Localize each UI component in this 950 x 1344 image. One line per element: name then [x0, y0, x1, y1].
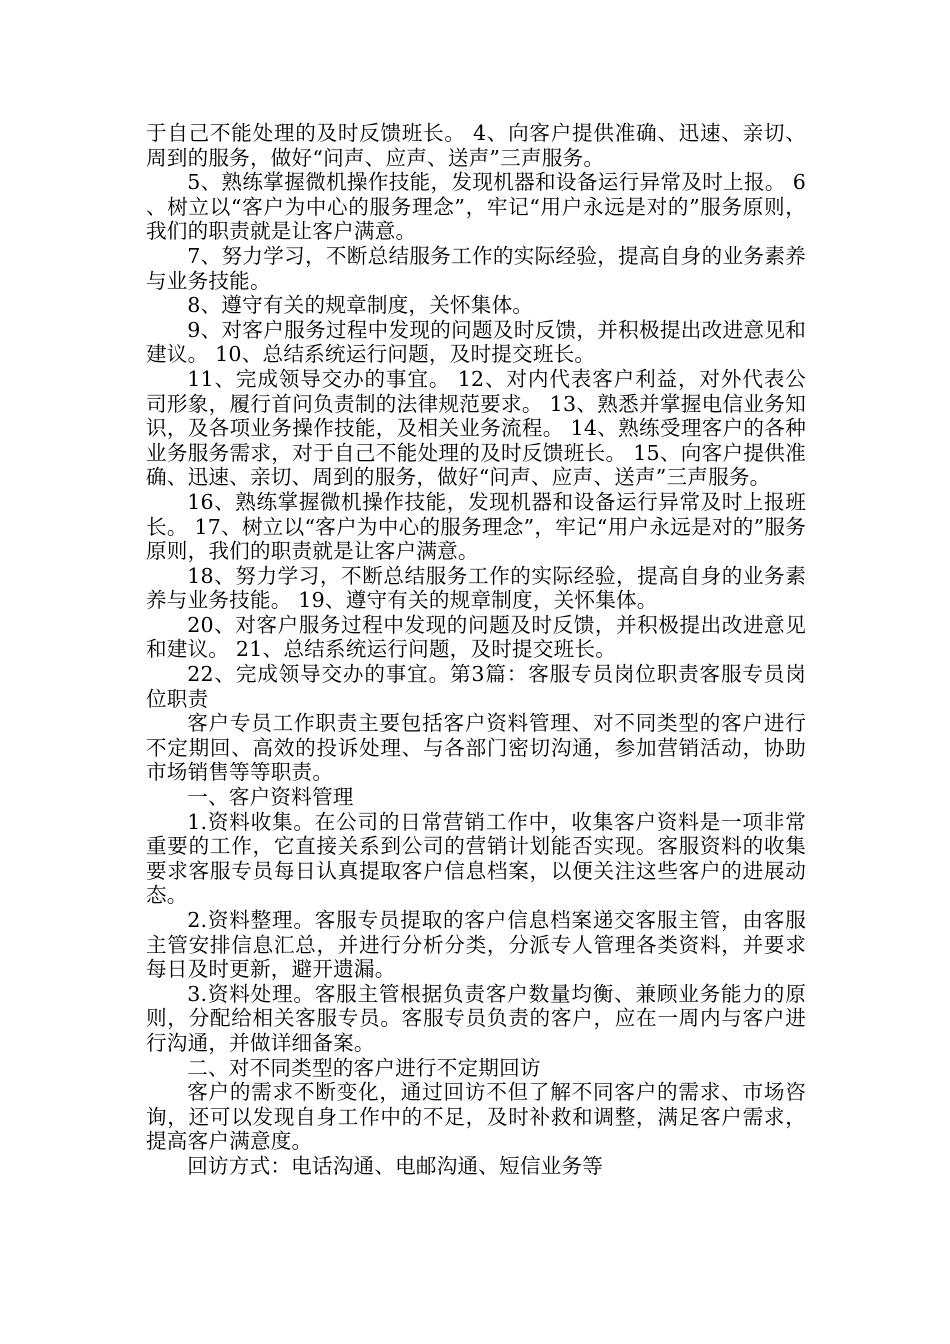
paragraph-7: 16、熟练掌握微机操作技能，发现机器和设备运行异常及时上报班长。 17、树立以“客户为中心的服务理念”，牢记“用户永远是对的”服务原则，我们的职责就是让客户满意。: [146, 489, 806, 564]
paragraph-14: 2.资料整理。客服专员提取的客户信息档案递交客服主管，由客服主管安排信息汇总，并进行分析分类，分派专人管理各类资料，并要求每日及时更新，避开遗漏。: [146, 908, 806, 982]
paragraph-4: 8、遵守有关的规章制度，关怀集体。: [187, 293, 534, 318]
paragraph-15: 3.资料处理。客服主管根据负责客户数量均衡、兼顾业务能力的原则，分配给相关客服专员。客服专员负责的客户，应在一周内与客户进行沟通，并做详细备案。: [146, 981, 806, 1055]
section-heading-2: 二、对不同类型的客户进行不定期回访: [187, 1055, 541, 1080]
section-heading-1: 一、客户资料管理: [187, 785, 354, 810]
document-page: [146, 121, 806, 1179]
paragraph-17: 客户的需求不断变化，通过回访不但了解不同客户的需求、市场咨询，还可以发现自身工作中的不足，及时补救和调整，满足客户需求，提高客户满意度。: [146, 1080, 806, 1154]
paragraph-9: 20、对客户服务过程中发现的问题及时反馈，并积极提出改进意见和建议。 21、总结系统运行问题，及时提交班长。: [146, 612, 806, 662]
paragraph-10: 22、完成领导交办的事宜。第3篇：客服专员岗位职责客服专员岗位职责: [146, 662, 806, 711]
paragraph-3: 7、努力学习，不断总结服务工作的实际经验，提高自身的业务素养与业务技能。: [146, 243, 806, 293]
paragraph-11: 客户专员工作职责主要包括客户资料管理、对不同类型的客户进行不定期回、高效的投诉处理、与各部门密切沟通，参加营销活动，协助市场销售等等职责。: [146, 711, 806, 785]
paragraph-8: 18、努力学习，不断总结服务工作的实际经验，提高自身的业务素养与业务技能。 19、遵守有关的规章制度，关怀集体。: [146, 563, 806, 613]
paragraph-18: 回访方式：电话沟通、电邮沟通、短信业务等: [187, 1153, 604, 1178]
paragraph-2: 5、熟练掌握微机操作技能，发现机器和设备运行异常及时上报。 6、树立以“客户为中心的服务理念”，牢记“用户永远是对的”服务原则，我们的职责就是让客户满意。: [146, 170, 806, 244]
paragraph-6: 11、完成领导交办的事宜。 12、对内代表客户利益，对外代表公司形象，履行首问负责制的法律规范要求。 13、熟悉并掌握电信业务知识，及各项业务操作技能，及相关业务流程。 14、熟练受理客户的各种业务服务需求，对于自己不能处理的及时反馈班长。 15、向客户提供准确、迅速、亲切、周到的服务，做好“问声、应声、送声”三声服务。: [146, 366, 806, 490]
paragraph-13: 1.资料收集。在公司的日常营销工作中，收集客户资料是一项非常重要的工作，它直接关系到公司的营销计划能否实现。客服资料的收集要求客服专员每日认真提取客户信息档案，以便关注这些客户的进展动态。: [146, 809, 806, 908]
paragraph-1: 于自己不能处理的及时反馈班长。 4、向客户提供准确、迅速、亲切、周到的服务，做好“问声、应声、送声”三声服务。: [146, 121, 806, 170]
paragraph-5: 9、对客户服务过程中发现的问题及时反馈，并积极提出改进意见和建议。 10、总结系统运行问题，及时提交班长。: [146, 317, 806, 367]
